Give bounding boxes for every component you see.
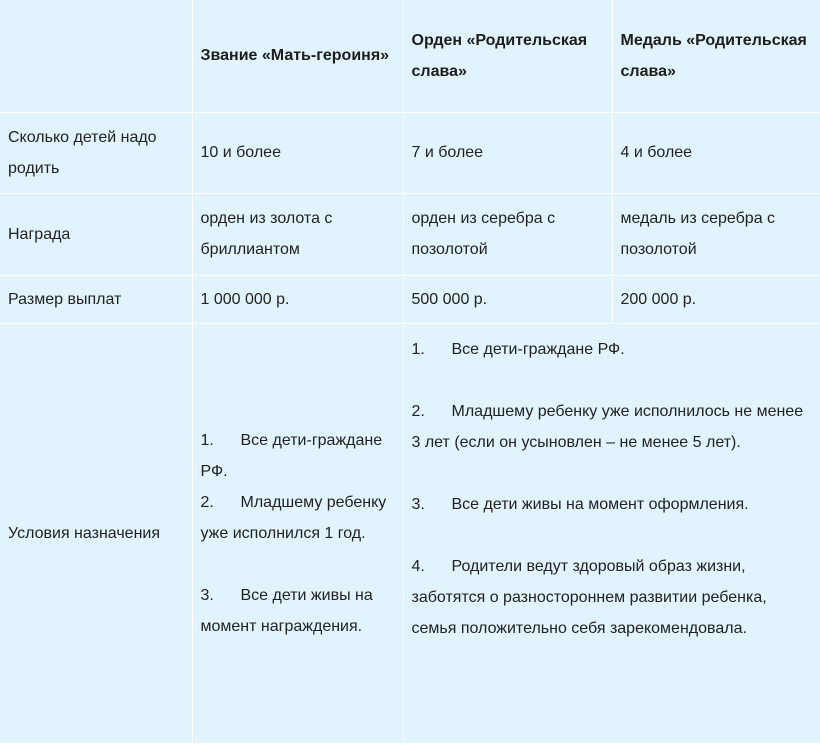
condition-number: 1. bbox=[411, 340, 425, 358]
condition-number: 4. bbox=[411, 557, 425, 575]
row-label-payment: Размер выплат bbox=[0, 275, 192, 323]
header-mother-heroine: Звание «Мать-героиня» bbox=[192, 0, 403, 112]
condition-item bbox=[412, 551, 813, 644]
condition-text: Все дети живы на момент награждения. bbox=[200, 586, 373, 635]
cell-payment-order: 500 000 р. bbox=[403, 275, 612, 323]
table-row-payment bbox=[0, 275, 820, 323]
cell-children-order: 7 и более bbox=[403, 112, 612, 193]
row-label-conditions: Условия назначения bbox=[0, 323, 192, 743]
condition-number: 2. bbox=[411, 402, 425, 420]
condition-number: 3. bbox=[411, 495, 425, 513]
condition-number: 1. bbox=[200, 431, 214, 449]
condition-item bbox=[412, 396, 813, 458]
header-medal-parental-glory: Медаль «Родительская слава» bbox=[612, 0, 820, 112]
cell-payment-medal: 200 000 р. bbox=[612, 275, 820, 323]
condition-item bbox=[201, 425, 395, 487]
spacer bbox=[201, 549, 395, 580]
condition-text: Все дети живы на момент оформления. bbox=[451, 495, 749, 513]
spacer bbox=[412, 520, 813, 551]
condition-text: Младшему ребенку уже исполнилось не менее 3 лет (если он усыновлен – не менее 5 лет). bbox=[411, 402, 804, 451]
condition-text: Все дети-граждане РФ. bbox=[200, 431, 383, 480]
cell-reward-order: орден из серебра с позолотой bbox=[403, 193, 612, 275]
condition-item bbox=[201, 487, 395, 549]
table-row-children-count bbox=[0, 112, 820, 193]
row-label-reward: Награда bbox=[0, 193, 192, 275]
condition-text: Младшему ребенку уже исполнился 1 год. bbox=[200, 493, 387, 542]
cell-payment-mother-heroine: 1 000 000 р. bbox=[192, 275, 403, 323]
cell-reward-mother-heroine: орден из золота с бриллиантом bbox=[192, 193, 403, 275]
spacer bbox=[412, 458, 813, 489]
table-header-row bbox=[0, 0, 820, 112]
table-row-conditions bbox=[0, 323, 820, 743]
table-row-reward bbox=[0, 193, 820, 275]
condition-item bbox=[201, 580, 395, 642]
cell-children-mother-heroine: 10 и более bbox=[192, 112, 403, 193]
row-label-children-count: Сколько детей надо родить bbox=[0, 112, 192, 193]
condition-number: 2. bbox=[200, 493, 214, 511]
cell-conditions-order-and-medal bbox=[403, 323, 820, 743]
condition-text: Родители ведут здоровый образ жизни, заботятся о разностороннем развитии ребенка, семья положительно себя зарекомендовала. bbox=[411, 557, 767, 637]
header-order-parental-glory: Орден «Родительская слава» bbox=[403, 0, 612, 112]
condition-item bbox=[412, 489, 813, 520]
condition-number: 3. bbox=[200, 586, 214, 604]
spacer bbox=[412, 365, 813, 396]
condition-text: Все дети-граждане РФ. bbox=[451, 340, 625, 358]
cell-children-medal: 4 и более bbox=[612, 112, 820, 193]
cell-conditions-mother-heroine bbox=[192, 323, 403, 743]
header-blank-cell bbox=[0, 0, 192, 112]
cell-reward-medal: медаль из серебра с позолотой bbox=[612, 193, 820, 275]
condition-item bbox=[412, 334, 813, 365]
